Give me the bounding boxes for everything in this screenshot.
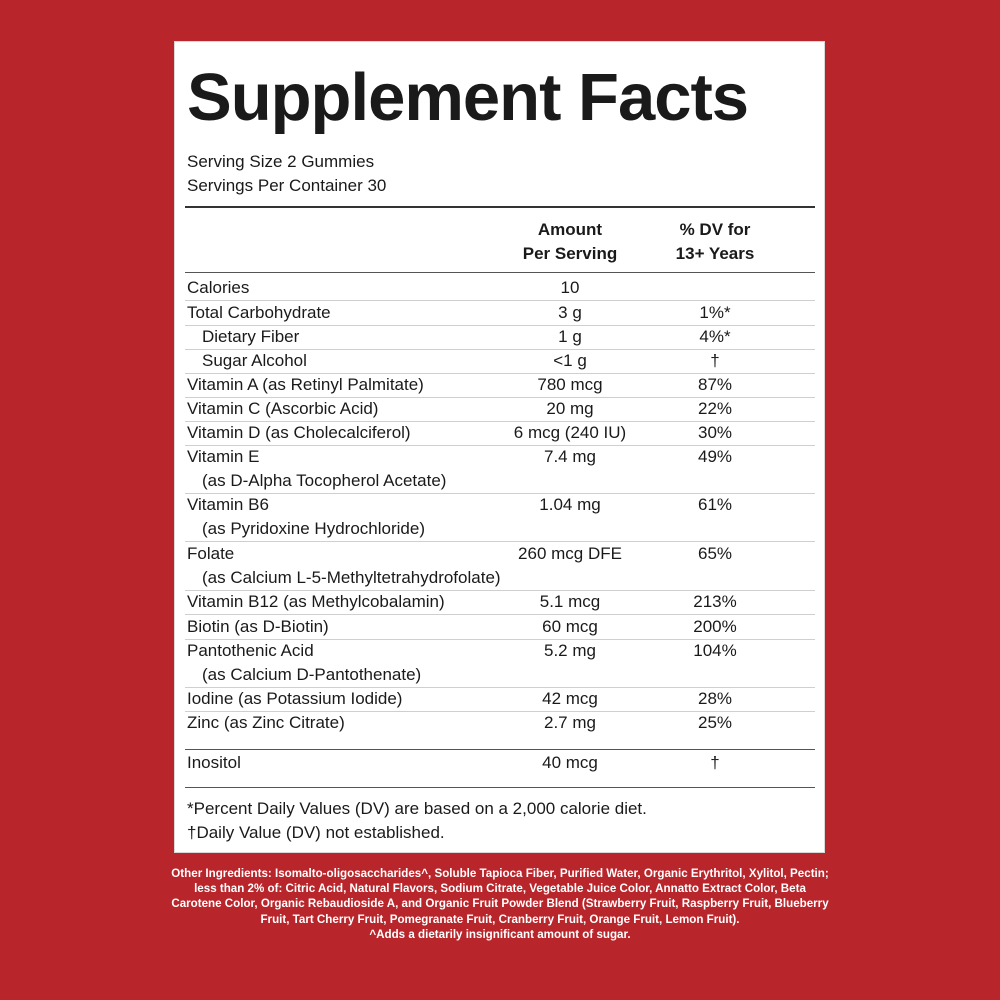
nutrient-amount: 60 mcg xyxy=(542,617,598,636)
nutrient-amount: 40 mcg xyxy=(542,753,598,772)
nutrient-name: Vitamin B6 xyxy=(187,495,269,514)
nutrient-dv: 25% xyxy=(697,713,733,732)
divider-before-inositol xyxy=(185,749,815,750)
nutrient-name: Sugar Alcohol xyxy=(202,351,307,370)
nutrient-amount: <1 g xyxy=(553,351,587,370)
nutrient-name: Folate xyxy=(187,544,235,563)
nutrient-name: Biotin (as D-Biotin) xyxy=(187,617,329,636)
amount-header-line1: Amount xyxy=(537,220,603,239)
nutrient-source: (as Calcium L-5-Methyltetrahydrofolate) xyxy=(202,568,501,587)
sugar-note: ^Adds a dietarily insignificant amount of sugar. xyxy=(369,927,631,941)
nutrient-name: Vitamin E xyxy=(187,447,260,466)
supplement-facts-panel xyxy=(174,41,825,853)
servings-per-container: Servings Per Container 30 xyxy=(187,176,387,195)
nutrient-amount: 780 mcg xyxy=(537,375,603,394)
nutrient-source: (as Pyridoxine Hydrochloride) xyxy=(202,519,425,538)
nutrient-name: Vitamin A (as Retinyl Palmitate) xyxy=(187,375,424,394)
nutrient-amount: 20 mg xyxy=(546,399,594,418)
nutrient-amount: 1 g xyxy=(558,327,582,346)
nutrient-amount: 260 mcg DFE xyxy=(518,544,622,563)
amount-header-line2: Per Serving xyxy=(522,244,618,263)
footnote-daily-values: *Percent Daily Values (DV) are based on a 2,000 calorie diet. xyxy=(187,799,647,818)
nutrient-dv: 200% xyxy=(693,617,737,636)
nutrient-dv: 28% xyxy=(697,689,733,708)
nutrient-amount: 7.4 mg xyxy=(544,447,596,466)
footnote-not-established: †Daily Value (DV) not established. xyxy=(187,823,445,842)
divider-bottom xyxy=(185,787,815,788)
nutrient-source: (as D-Alpha Tocopherol Acetate) xyxy=(202,471,447,490)
nutrient-dv: † xyxy=(710,351,720,370)
nutrient-amount: 5.1 mcg xyxy=(539,592,601,611)
nutrient-name: Inositol xyxy=(187,753,241,772)
nutrient-amount: 2.7 mg xyxy=(544,713,596,732)
nutrient-dv: 104% xyxy=(693,641,737,660)
nutrient-name: Dietary Fiber xyxy=(202,327,300,346)
nutrient-dv: 4%* xyxy=(699,327,731,346)
other-ingredients xyxy=(170,866,830,942)
nutrient-name: Calories xyxy=(187,278,250,297)
nutrient-name: Vitamin C (Ascorbic Acid) xyxy=(187,399,379,418)
nutrient-name: Zinc (as Zinc Citrate) xyxy=(187,713,345,732)
nutrient-dv: † xyxy=(710,753,720,772)
amount-column-header xyxy=(495,218,645,266)
nutrient-name: Vitamin B12 (as Methylcobalamin) xyxy=(187,592,445,611)
divider-top xyxy=(185,206,815,208)
dv-column-header xyxy=(640,218,790,266)
dv-header-line1: % DV for xyxy=(679,220,751,239)
nutrient-amount: 6 mcg (240 IU) xyxy=(513,423,627,442)
nutrient-dv: 87% xyxy=(697,375,733,394)
nutrient-amount: 5.2 mg xyxy=(544,641,596,660)
nutrient-name: Total Carbohydrate xyxy=(187,303,331,322)
nutrient-dv: 30% xyxy=(697,423,733,442)
other-ingredients-text: Other Ingredients: Isomalto-oligosaccharides^, Soluble Tapioca Fiber, Purified Water, Organic Erythritol, Xylitol, Pectin; less than 2% of: Citric Acid, Natural Flavors, Sodium Citrate, Vegetable Juice Color, Annatto Extract Color, Beta Carotene Color, Organic Rebaudioside A, and Organic Fruit Powder Blend (Strawberry Fruit, Raspberry Fruit, Blueberry Fruit, Tart Cherry Fruit, Pomegranate Fruit, Cranberry Fruit, Orange Fruit, Lemon Fruit). xyxy=(171,867,829,926)
nutrient-dv: 22% xyxy=(697,399,733,418)
nutrient-dv: 1%* xyxy=(699,303,731,322)
divider-header xyxy=(185,272,815,273)
nutrient-dv: 65% xyxy=(697,544,733,563)
nutrient-name: Vitamin D (as Cholecalciferol) xyxy=(187,423,411,442)
nutrient-dv: 49% xyxy=(697,447,733,466)
nutrient-amount: 42 mcg xyxy=(542,689,598,708)
nutrient-dv: 213% xyxy=(693,592,737,611)
serving-size: Serving Size 2 Gummies xyxy=(187,152,375,171)
nutrient-name: Iodine (as Potassium Iodide) xyxy=(187,689,403,708)
nutrient-source: (as Calcium D-Pantothenate) xyxy=(202,665,422,684)
nutrient-amount: 10 xyxy=(560,278,580,297)
dv-header-line2: 13+ Years xyxy=(675,244,755,263)
nutrient-amount: 1.04 mg xyxy=(539,495,601,514)
nutrient-dv: 61% xyxy=(697,495,733,514)
nutrient-name: Pantothenic Acid xyxy=(187,641,314,660)
nutrient-amount: 3 g xyxy=(558,303,582,322)
page-title: Supplement Facts xyxy=(187,60,749,135)
